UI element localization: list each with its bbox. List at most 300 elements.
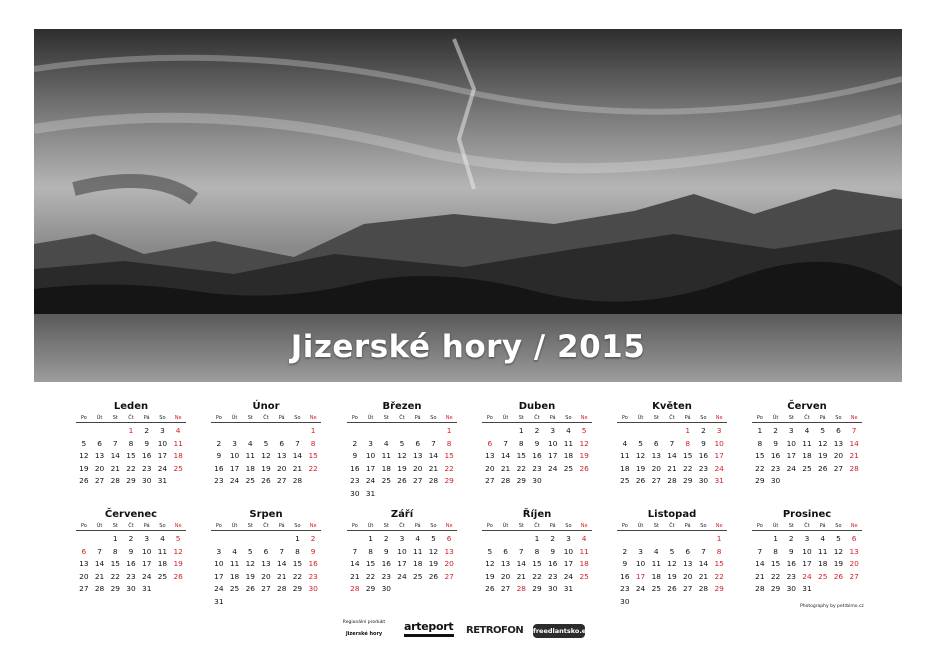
day-cell: 11: [651, 559, 661, 568]
day-cell: 29: [770, 584, 781, 593]
day-cell: 14: [516, 559, 526, 568]
day-cell: 26: [261, 476, 271, 485]
day-blank: [290, 425, 306, 438]
day-cell: 17: [229, 463, 240, 473]
day-cell: 6: [653, 438, 659, 448]
day-cell: 19: [428, 559, 439, 568]
weekday-label: Po: [80, 415, 87, 421]
day-cell: 26: [428, 571, 439, 581]
day-cell: 19: [485, 571, 495, 581]
day-cell: 19: [818, 451, 828, 460]
day-cell: 23: [308, 571, 318, 581]
day-cell: 7: [431, 438, 436, 448]
day-cell: 19: [79, 463, 89, 473]
day-cell: 20: [261, 571, 271, 581]
day-cell: 30: [350, 488, 360, 498]
day-cell: 3: [368, 438, 373, 448]
month-name: Únor: [252, 401, 280, 412]
day-grid: [482, 533, 592, 596]
day-cell: 7: [503, 438, 508, 448]
day-cell: 16: [381, 559, 391, 568]
weekday-label: Čt: [669, 523, 675, 529]
day-cell: 14: [292, 451, 303, 460]
day-cell: 27: [485, 476, 495, 485]
day-cell: 19: [635, 463, 646, 473]
day-blank: [211, 533, 227, 546]
weekday-header: [482, 522, 592, 531]
day-cell: 9: [550, 546, 556, 556]
day-cell: 13: [651, 451, 661, 460]
day-cell: 18: [413, 559, 423, 568]
day-cell: 23: [381, 571, 391, 581]
day-cell: 20: [849, 559, 859, 568]
day-cell: 8: [112, 546, 118, 556]
day-cell: 30: [308, 584, 318, 593]
day-cell: 2: [383, 534, 389, 543]
day-cell: 5: [836, 534, 841, 543]
day-cell: 23: [770, 463, 781, 473]
day-cell: 5: [431, 534, 436, 543]
weekday-label: Út: [367, 523, 374, 529]
day-cell: 31: [563, 584, 574, 593]
day-grid: [211, 425, 321, 488]
day-cell: 4: [232, 546, 237, 556]
day-cell: 20: [500, 571, 511, 581]
day-cell: 9: [773, 438, 778, 448]
day-cell: 25: [579, 571, 589, 581]
day-cell: 8: [446, 438, 452, 448]
day-cell: 22: [444, 463, 454, 473]
weekday-label: St: [383, 523, 389, 529]
day-cell: 14: [667, 451, 677, 460]
day-cell: 2: [622, 546, 628, 556]
day-cell: 13: [683, 559, 693, 568]
day-cell: 15: [110, 559, 120, 568]
day-cell: 15: [516, 451, 526, 460]
weekday-header: [347, 414, 457, 423]
weekday-label: Po: [486, 415, 493, 421]
day-cell: 10: [157, 438, 168, 448]
day-cell: 21: [500, 463, 511, 473]
weekday-label: St: [788, 415, 794, 421]
day-cell: 24: [214, 584, 224, 593]
day-blank: [648, 533, 664, 546]
day-grid: [76, 425, 186, 488]
day-blank: [482, 533, 498, 546]
day-cell: 31: [157, 476, 168, 485]
day-cell: 12: [667, 559, 677, 568]
weekday-label: Čt: [399, 415, 405, 421]
weekday-label: So: [294, 523, 301, 529]
day-cell: 16: [698, 451, 709, 460]
day-cell: 1: [295, 534, 300, 543]
day-cell: 9: [144, 438, 150, 448]
day-cell: 15: [365, 559, 376, 568]
day-blank: [107, 425, 123, 438]
month-3: [347, 400, 457, 500]
day-cell: 25: [620, 476, 630, 485]
day-cell: 31: [214, 596, 224, 606]
day-cell: 28: [277, 584, 287, 593]
weekday-label: Čt: [263, 415, 269, 421]
day-cell: 4: [820, 534, 826, 543]
day-cell: 21: [110, 463, 120, 473]
day-cell: 5: [487, 546, 493, 556]
weekday-header: [211, 414, 321, 423]
day-cell: 10: [786, 438, 796, 448]
weekday-label: So: [430, 415, 437, 421]
day-cell: 24: [563, 571, 574, 581]
day-cell: 12: [635, 451, 646, 460]
weekday-label: Ne: [580, 523, 588, 529]
weekday-header: [617, 414, 727, 423]
day-cell: 6: [446, 534, 452, 543]
day-cell: 4: [581, 534, 587, 543]
day-cell: 21: [698, 571, 709, 581]
weekday-label: St: [247, 523, 253, 529]
day-cell: 25: [413, 571, 423, 581]
weekday-label: Čt: [669, 415, 675, 421]
day-cell: 12: [261, 451, 271, 460]
day-cell: 6: [685, 546, 691, 556]
landscape-photo: [34, 29, 902, 382]
day-cell: 20: [683, 571, 693, 581]
day-blank: [498, 533, 514, 546]
day-cell: 26: [667, 584, 677, 593]
month-name: Červen: [787, 401, 827, 412]
day-cell: 27: [651, 476, 661, 485]
month-name: Listopad: [647, 509, 697, 520]
day-cell: 29: [516, 476, 526, 485]
day-cell: 24: [365, 476, 376, 485]
day-cell: 19: [245, 571, 255, 581]
arteport-logo-bar: [404, 634, 454, 637]
day-cell: 23: [126, 571, 136, 581]
weekday-label: Čt: [804, 415, 810, 421]
day-cell: 30: [620, 596, 630, 606]
weekday-label: Ne: [850, 415, 858, 421]
day-blank: [394, 425, 410, 438]
day-cell: 2: [534, 426, 540, 435]
weekday-label: Ne: [174, 415, 182, 421]
day-cell: 30: [142, 476, 152, 485]
day-cell: 12: [833, 546, 844, 556]
day-grid: [482, 425, 592, 488]
day-cell: 1: [716, 534, 722, 543]
weekday-label: Ne: [309, 523, 317, 529]
day-cell: 14: [755, 559, 765, 568]
weekday-label: Ne: [715, 523, 723, 529]
month-name: Prosinec: [782, 509, 832, 520]
day-cell: 5: [820, 426, 826, 435]
month-name: Červenec: [104, 509, 158, 520]
day-cell: 1: [368, 534, 373, 543]
day-cell: 9: [622, 559, 628, 568]
regional-logo-top-text: Regionální produkt: [342, 620, 386, 625]
day-cell: 16: [786, 559, 796, 568]
day-cell: 9: [216, 451, 222, 460]
day-cell: 29: [714, 584, 724, 593]
day-cell: 24: [142, 571, 152, 581]
day-cell: 14: [277, 559, 287, 568]
day-cell: 26: [818, 463, 828, 473]
day-cell: 21: [849, 451, 859, 460]
day-cell: 5: [263, 438, 269, 448]
day-cell: 14: [849, 438, 859, 448]
day-cell: 16: [214, 463, 224, 473]
day-cell: 19: [397, 463, 407, 473]
day-blank: [752, 533, 768, 546]
day-cell: 25: [381, 476, 391, 485]
day-cell: 28: [849, 463, 859, 473]
weekday-label: Ne: [580, 415, 588, 421]
day-cell: 30: [698, 476, 709, 485]
day-cell: 12: [485, 559, 495, 568]
weekday-label: Út: [367, 415, 374, 421]
weekday-label: Út: [96, 523, 103, 529]
day-cell: 3: [716, 426, 722, 435]
day-cell: 17: [786, 451, 796, 460]
day-cell: 15: [308, 451, 318, 460]
day-blank: [513, 533, 529, 546]
weekday-label: Po: [215, 523, 222, 529]
month-name: Březen: [382, 401, 422, 412]
day-cell: 20: [833, 451, 844, 460]
day-cell: 16: [126, 559, 136, 568]
day-cell: 19: [579, 451, 589, 460]
weekday-label: Čt: [128, 415, 134, 421]
day-cell: 15: [683, 451, 693, 460]
day-cell: 7: [851, 426, 857, 435]
day-cell: 21: [428, 463, 439, 473]
day-cell: 27: [94, 476, 105, 485]
day-cell: 6: [97, 438, 102, 448]
day-blank: [211, 425, 227, 438]
day-cell: 16: [620, 571, 630, 581]
weekday-label: So: [294, 415, 301, 421]
day-cell: 3: [216, 546, 222, 556]
day-cell: 14: [110, 451, 120, 460]
day-blank: [227, 533, 243, 546]
day-cell: 18: [620, 463, 630, 473]
weekday-label: St: [518, 523, 524, 529]
weekday-label: Pá: [414, 523, 421, 529]
day-cell: 8: [716, 546, 722, 556]
day-cell: 16: [308, 559, 318, 568]
day-cell: 26: [833, 571, 844, 581]
day-cell: 7: [279, 546, 285, 556]
day-cell: 6: [487, 438, 493, 448]
retrofon-logo: RETROFON: [466, 625, 524, 636]
day-cell: 2: [701, 426, 706, 435]
day-cell: 15: [755, 451, 765, 460]
month-7: [76, 508, 186, 596]
day-cell: 8: [128, 438, 134, 448]
day-cell: 9: [128, 546, 134, 556]
weekday-label: So: [159, 523, 166, 529]
day-cell: 24: [802, 571, 812, 581]
day-cell: 29: [110, 584, 120, 593]
day-cell: 11: [413, 546, 423, 556]
day-cell: 13: [277, 451, 287, 460]
day-cell: 14: [428, 451, 439, 460]
day-cell: 26: [635, 476, 646, 485]
day-cell: 24: [786, 463, 796, 473]
weekday-header: [617, 522, 727, 531]
weekday-label: Po: [756, 523, 763, 529]
day-blank: [617, 425, 633, 438]
day-cell: 22: [516, 463, 526, 473]
day-blank: [76, 425, 92, 438]
weekday-label: Čt: [534, 523, 540, 529]
day-cell: 28: [500, 476, 511, 485]
day-cell: 10: [365, 451, 376, 460]
day-cell: 7: [757, 546, 763, 556]
day-cell: 10: [229, 451, 240, 460]
day-cell: 22: [755, 463, 765, 473]
day-blank: [274, 533, 290, 546]
day-cell: 5: [581, 426, 587, 435]
weekday-label: Ne: [445, 415, 453, 421]
day-cell: 17: [548, 451, 558, 460]
day-cell: 20: [79, 571, 89, 581]
weekday-label: Pá: [278, 523, 285, 529]
day-cell: 8: [773, 546, 778, 556]
day-blank: [258, 533, 274, 546]
month-4: [482, 400, 592, 488]
weekday-label: Út: [231, 523, 238, 529]
day-cell: 7: [518, 546, 524, 556]
day-cell: 1: [310, 426, 316, 435]
weekday-label: So: [700, 415, 707, 421]
day-cell: 27: [444, 571, 454, 581]
weekday-label: Ne: [445, 523, 453, 529]
day-cell: 15: [532, 559, 542, 568]
day-cell: 3: [804, 534, 810, 543]
weekday-label: St: [653, 523, 659, 529]
day-cell: 9: [383, 546, 389, 556]
day-cell: 9: [310, 546, 316, 556]
day-cell: 18: [802, 451, 812, 460]
day-cell: 10: [548, 438, 558, 448]
day-blank: [92, 425, 108, 438]
day-cell: 8: [757, 438, 763, 448]
day-cell: 2: [773, 426, 778, 435]
weekday-label: St: [112, 415, 118, 421]
day-blank: [696, 533, 712, 546]
day-cell: 22: [532, 571, 542, 581]
day-cell: 23: [786, 571, 796, 581]
month-12: [752, 508, 862, 596]
day-blank: [92, 533, 108, 546]
weekday-label: Pá: [143, 415, 150, 421]
day-cell: 16: [532, 451, 542, 460]
day-cell: 6: [415, 438, 421, 448]
day-cell: 1: [773, 534, 778, 543]
day-cell: 25: [802, 463, 812, 473]
weekday-label: Po: [756, 415, 763, 421]
day-cell: 30: [532, 476, 542, 485]
day-cell: 20: [277, 463, 287, 473]
day-cell: 20: [413, 463, 423, 473]
day-cell: 16: [770, 451, 781, 460]
day-cell: 20: [444, 559, 454, 568]
weekday-header: [347, 522, 457, 531]
day-cell: 2: [216, 438, 222, 448]
day-cell: 21: [516, 571, 526, 581]
weekday-label: St: [383, 415, 389, 421]
day-cell: 11: [579, 546, 589, 556]
day-cell: 12: [245, 559, 255, 568]
day-cell: 13: [485, 451, 495, 460]
weekday-label: St: [112, 523, 118, 529]
day-cell: 18: [818, 559, 828, 568]
day-blank: [680, 533, 696, 546]
day-cell: 17: [563, 559, 574, 568]
day-cell: 17: [365, 463, 376, 473]
day-cell: 8: [368, 546, 373, 556]
day-cell: 24: [229, 476, 240, 485]
day-cell: 27: [500, 584, 511, 593]
day-cell: 11: [229, 559, 240, 568]
regional-product-logo: [338, 620, 390, 648]
day-cell: 9: [352, 451, 358, 460]
day-blank: [633, 425, 649, 438]
month-name: Květen: [652, 401, 692, 412]
weekday-label: Pá: [414, 415, 421, 421]
weekday-label: Ne: [715, 415, 723, 421]
day-cell: 29: [444, 476, 454, 485]
day-cell: 18: [651, 571, 661, 581]
day-cell: 19: [173, 559, 183, 568]
day-cell: 17: [142, 559, 152, 568]
weekday-label: Út: [502, 523, 509, 529]
weekday-label: Út: [637, 415, 644, 421]
day-cell: 15: [292, 559, 303, 568]
day-cell: 10: [397, 546, 407, 556]
day-cell: 2: [550, 534, 556, 543]
day-cell: 4: [804, 426, 810, 435]
day-cell: 4: [622, 438, 628, 448]
day-cell: 20: [485, 463, 495, 473]
day-cell: 17: [214, 571, 224, 581]
weekday-header: [752, 414, 862, 423]
freedlantsko-logo: freedlantsko.eu: [533, 624, 585, 638]
day-cell: 15: [444, 451, 454, 460]
day-cell: 27: [683, 584, 693, 593]
month-name: Duben: [518, 401, 556, 412]
day-cell: 12: [397, 451, 407, 460]
day-cell: 23: [214, 476, 224, 485]
day-cell: 1: [518, 426, 524, 435]
day-cell: 27: [79, 584, 89, 593]
weekday-header: [752, 522, 862, 531]
day-cell: 22: [770, 571, 781, 581]
day-blank: [617, 533, 633, 546]
day-blank: [227, 425, 243, 438]
month-8: [211, 508, 321, 608]
day-cell: 3: [550, 426, 556, 435]
day-cell: 6: [836, 426, 841, 435]
day-blank: [664, 425, 680, 438]
weekday-label: Po: [621, 523, 628, 529]
day-grid: [76, 533, 186, 596]
day-cell: 18: [245, 463, 255, 473]
day-cell: 12: [173, 546, 183, 556]
day-blank: [347, 425, 363, 438]
day-blank: [633, 533, 649, 546]
day-cell: 28: [350, 584, 360, 593]
